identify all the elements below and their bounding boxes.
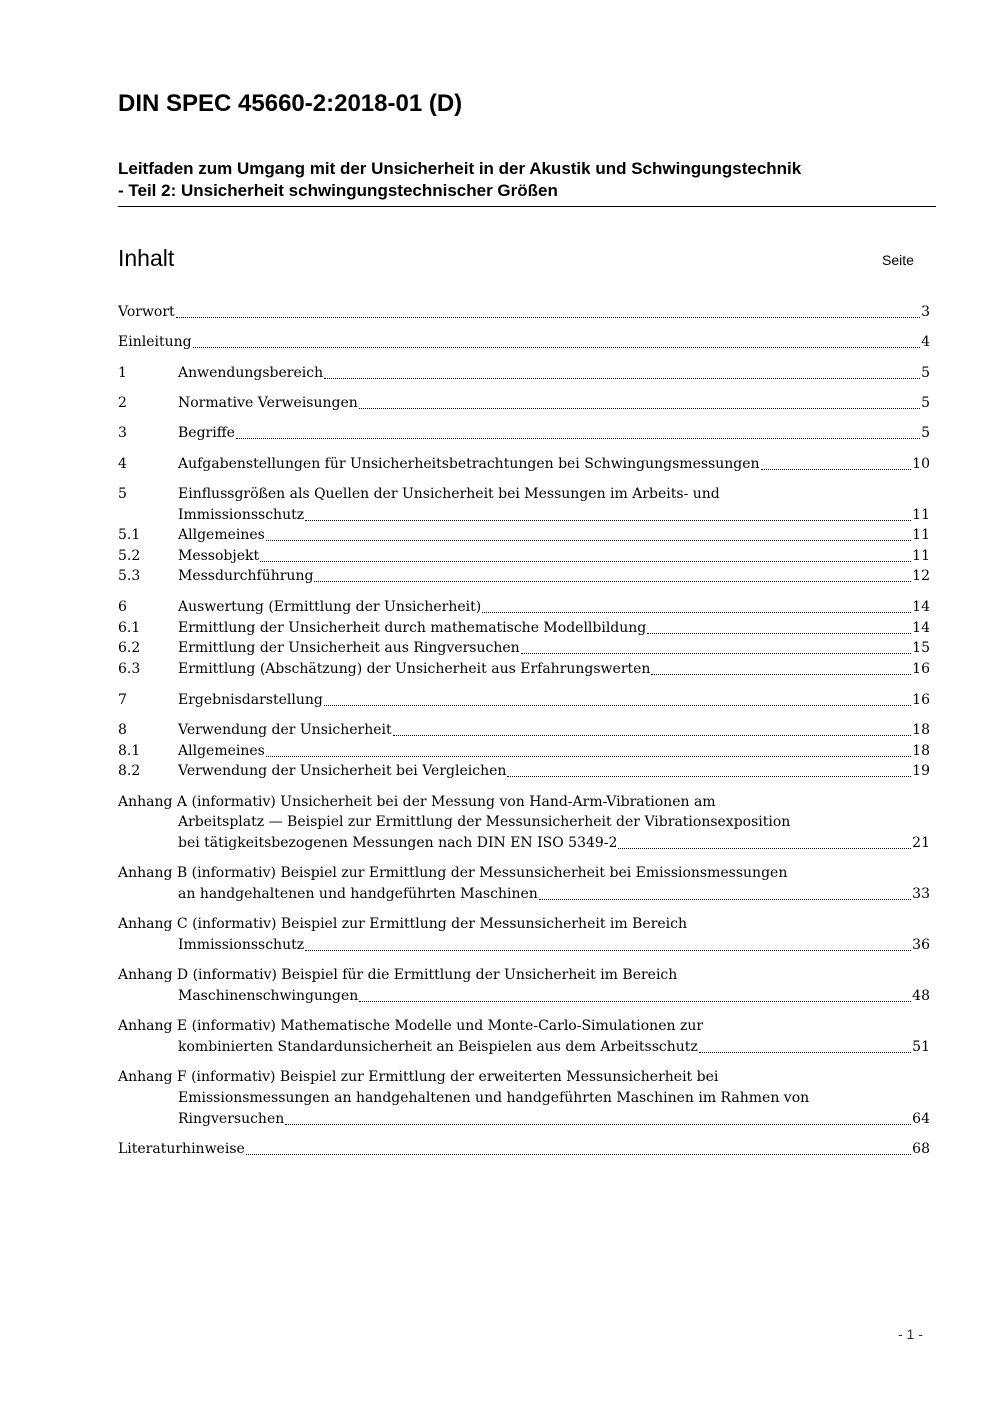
leader-dots <box>539 898 911 900</box>
toc-entry-annex-a-cont-2[interactable] <box>118 833 930 853</box>
leader-dots <box>193 346 921 348</box>
toc-label-line-2: Immissionsschutz <box>178 507 305 523</box>
toc-page: 16 <box>912 661 930 677</box>
toc-label: Verwendung der Unsicherheit bei Vergleichen <box>178 763 507 779</box>
toc-label: Literaturhinweise <box>118 1141 245 1157</box>
toc-entry-section-8-1[interactable] <box>118 741 930 761</box>
toc-entry-section-5[interactable] <box>118 484 930 504</box>
toc-label: Begriffe <box>178 425 235 441</box>
toc-label: Verwendung der Unsicherheit <box>178 722 392 738</box>
toc-number: 5 <box>118 486 127 502</box>
toc-number: 8.1 <box>118 743 141 759</box>
page-column-label: Seite <box>882 252 914 268</box>
document-subtitle <box>118 158 936 207</box>
toc-number: 5.2 <box>118 548 141 564</box>
toc-page: 11 <box>912 548 930 564</box>
toc-label-line-1: Anhang F (informativ) Beispiel zur Ermittlung der erweiterten Messunsicherheit bei <box>118 1069 719 1085</box>
toc-label: Messdurchführung <box>178 568 314 584</box>
toc-label-line-3: Ringversuchen <box>178 1111 285 1127</box>
toc-label-line-3: bei tätigkeitsbezogenen Messungen nach DIN EN ISO 5349-2 <box>178 835 618 851</box>
leader-dots <box>285 1123 911 1125</box>
toc-page: 51 <box>912 1039 930 1055</box>
leader-dots <box>699 1051 911 1053</box>
toc-label: Einleitung <box>118 334 192 350</box>
toc-entry-annex-f-cont-1[interactable] <box>118 1088 930 1108</box>
toc-entry-vorwort[interactable] <box>118 302 930 322</box>
toc-page: 18 <box>912 743 930 759</box>
toc-page: 64 <box>912 1111 930 1127</box>
toc-label-line-2: Arbeitsplatz — Beispiel zur Ermittlung der Messunsicherheit der Vibrationsexposition <box>178 814 791 830</box>
toc-entry-section-8-2[interactable] <box>118 761 930 781</box>
toc-entry-section-6-1[interactable] <box>118 618 930 638</box>
toc-number: 6 <box>118 599 127 615</box>
subtitle-line-1: Leitfaden zum Umgang mit der Unsicherheit in der Akustik und Schwingungstechnik <box>118 159 802 178</box>
leader-dots <box>246 1153 911 1155</box>
toc-page: 14 <box>912 599 930 615</box>
leader-dots <box>236 437 920 439</box>
toc-label: Auswertung (Ermittlung der Unsicherheit) <box>178 599 482 615</box>
toc-label-line-1: Anhang C (informativ) Beispiel zur Ermittlung der Messunsicherheit im Bereich <box>118 916 688 932</box>
toc-label-line-2: Maschinenschwingungen <box>178 988 359 1004</box>
toc-label-line-2: Emissionsmessungen an handgehaltenen und handgeführten Maschinen im Rahmen von <box>178 1090 810 1106</box>
toc-page: 21 <box>912 835 930 851</box>
document-title: DIN SPEC 45660-2:2018-01 (D) <box>118 90 463 117</box>
toc-label-line-2: Immissionsschutz <box>178 937 305 953</box>
leader-dots <box>266 539 911 541</box>
leader-dots <box>359 1000 911 1002</box>
toc-page: 5 <box>921 365 930 381</box>
toc-heading: Inhalt <box>118 245 175 271</box>
toc-label: Anwendungsbereich <box>178 365 324 381</box>
toc-label-line-1: Anhang D (informativ) Beispiel für die Ermittlung der Unsicherheit im Bereich <box>118 967 678 983</box>
toc-page: 5 <box>921 395 930 411</box>
toc-entry-section-6[interactable] <box>118 597 930 617</box>
toc-page: 33 <box>912 886 930 902</box>
toc-label-line-1: Anhang B (informativ) Beispiel zur Ermittlung der Messunsicherheit bei Emissionsmessungen <box>118 865 788 881</box>
toc-entry-section-8[interactable] <box>118 720 930 740</box>
leader-dots <box>521 652 912 654</box>
toc-entry-annex-e[interactable] <box>118 1016 930 1036</box>
toc-entry-section-3[interactable] <box>118 423 930 443</box>
toc-page: 4 <box>921 334 930 350</box>
toc-entry-section-5-3[interactable] <box>118 566 930 586</box>
toc-entry-annex-e-cont[interactable] <box>118 1037 930 1057</box>
toc-page: 68 <box>912 1141 930 1157</box>
toc-page: 3 <box>921 304 930 320</box>
leader-dots <box>393 734 912 736</box>
toc-entry-section-6-3[interactable] <box>118 659 930 679</box>
toc-entry-section-6-2[interactable] <box>118 638 930 658</box>
toc-page: 48 <box>912 988 930 1004</box>
leader-dots <box>359 407 920 409</box>
toc-number: 6.2 <box>118 640 141 656</box>
leader-dots <box>482 611 911 613</box>
toc-label-line-2: kombinierten Standardunsicherheit an Beispielen aus dem Arbeitsschutz <box>178 1039 698 1055</box>
toc-entry-annex-d-cont[interactable] <box>118 986 930 1006</box>
toc-entry-annex-c[interactable] <box>118 914 930 934</box>
toc-label-line-1: Anhang E (informativ) Mathematische Modelle und Monte-Carlo-Simulationen zur <box>118 1018 704 1034</box>
toc-entry-einleitung[interactable] <box>118 332 930 352</box>
toc-entry-section-5-cont[interactable] <box>118 505 930 525</box>
toc-number: 5.1 <box>118 527 141 543</box>
toc-entry-annex-f-cont-2[interactable] <box>118 1109 930 1129</box>
toc-page: 10 <box>912 456 930 472</box>
leader-dots <box>647 632 911 634</box>
subtitle-line-2: - Teil 2: Unsicherheit schwingungstechnischer Größen <box>118 181 558 200</box>
toc-entry-annex-f[interactable] <box>118 1067 930 1087</box>
toc-label: Vorwort <box>118 304 175 320</box>
toc-page: 15 <box>912 640 930 656</box>
toc-number: 5.3 <box>118 568 141 584</box>
toc-number: 8 <box>118 722 127 738</box>
leader-dots <box>651 673 911 675</box>
toc-number: 2 <box>118 395 127 411</box>
toc-label: Ergebnisdarstellung <box>178 692 323 708</box>
toc-entry-section-4[interactable] <box>118 454 930 474</box>
toc-page: 19 <box>912 763 930 779</box>
toc-number: 3 <box>118 425 127 441</box>
toc-entry-section-2[interactable] <box>118 393 930 413</box>
toc-label: Allgemeines <box>178 527 265 543</box>
toc-label: Normative Verweisungen <box>178 395 358 411</box>
toc-entry-annex-d[interactable] <box>118 965 930 985</box>
toc-page: 36 <box>912 937 930 953</box>
toc-entry-annex-b-cont[interactable] <box>118 884 930 904</box>
leader-dots <box>305 949 911 951</box>
toc-page: 16 <box>912 692 930 708</box>
toc-page: 11 <box>912 507 930 523</box>
toc-label: Messobjekt <box>178 548 260 564</box>
toc-label: Allgemeines <box>178 743 265 759</box>
toc-entry-section-5-1[interactable] <box>118 525 930 545</box>
toc-entry-section-7[interactable] <box>118 690 930 710</box>
toc-number: 7 <box>118 692 127 708</box>
toc-page: 5 <box>921 425 930 441</box>
leader-dots <box>761 468 912 470</box>
toc-label-line-1: Anhang A (informativ) Unsicherheit bei der Messung von Hand-Arm-Vibrationen am <box>118 794 716 810</box>
toc-number: 8.2 <box>118 763 141 779</box>
leader-dots <box>305 519 911 521</box>
toc-label: Aufgabenstellungen für Unsicherheitsbetrachtungen bei Schwingungsmessungen <box>178 456 760 472</box>
toc-entry-annex-a-cont-1[interactable] <box>118 812 930 832</box>
leader-dots <box>314 580 911 582</box>
leader-dots <box>266 755 911 757</box>
leader-dots <box>176 316 920 318</box>
toc-entry-literatur[interactable] <box>118 1139 930 1159</box>
toc-entry-annex-b[interactable] <box>118 863 930 883</box>
leader-dots <box>507 775 911 777</box>
toc-entry-section-1[interactable] <box>118 363 930 383</box>
toc-label-line-2: an handgehaltenen und handgeführten Maschinen <box>178 886 538 902</box>
toc-label: Ermittlung (Abschätzung) der Unsicherheit aus Erfahrungswerten <box>178 661 651 677</box>
toc-entry-annex-a[interactable] <box>118 792 930 812</box>
toc-number: 6.1 <box>118 620 141 636</box>
leader-dots <box>324 377 920 379</box>
leader-dots <box>618 847 911 849</box>
toc-label: Ermittlung der Unsicherheit durch mathematische Modellbildung <box>178 620 647 636</box>
toc-number: 4 <box>118 456 127 472</box>
toc-label-line-1: Einflussgrößen als Quellen der Unsicherheit bei Messungen im Arbeits- und <box>178 486 720 502</box>
toc-number: 1 <box>118 365 127 381</box>
toc-page: 11 <box>912 527 930 543</box>
leader-dots <box>324 704 911 706</box>
page-number-footer: - 1 - <box>898 1326 923 1342</box>
leader-dots <box>260 560 911 562</box>
toc-page: 18 <box>912 722 930 738</box>
toc-label: Ermittlung der Unsicherheit aus Ringversuchen <box>178 640 520 656</box>
toc-entry-annex-c-cont[interactable] <box>118 935 930 955</box>
toc-page: 14 <box>912 620 930 636</box>
toc-entry-section-5-2[interactable] <box>118 546 930 566</box>
toc-page: 12 <box>912 568 930 584</box>
toc-number: 6.3 <box>118 661 141 677</box>
